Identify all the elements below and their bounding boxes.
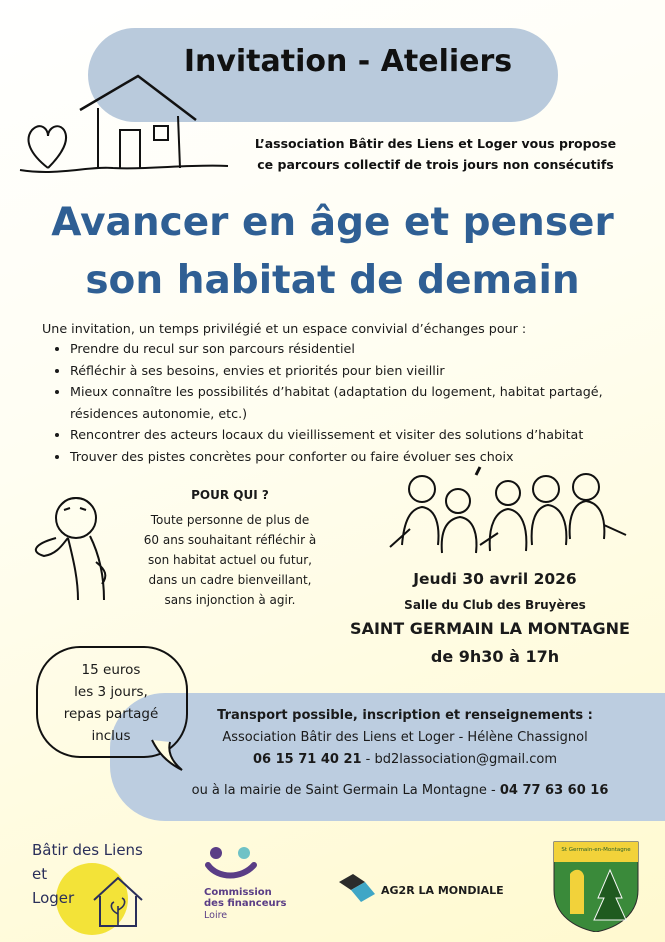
pour-qui-text [120,510,340,610]
commission-smile-icon [204,843,260,883]
commission-logo-text [204,887,287,909]
contact-line [170,752,640,767]
contact-separator: - [361,752,375,767]
contact-email[interactable]: bd2lassociation@gmail.com [374,752,557,767]
pour-qui-line: son habitat actuel ou futur, [148,553,312,567]
batir-logo-line: et [32,865,48,883]
contact-heading: Transport possible, inscription et renseignements : [217,708,593,723]
event-date: Jeudi 30 avril 2026 [413,570,577,588]
pour-qui-line: 60 ans souhaitant réfléchir à [143,533,317,547]
list-item: • Trouver des pistes concrètes pour conforter ou faire évoluer ses choix [70,446,665,468]
event-hours: de 9h30 à 17h [430,647,560,666]
mairie-text: ou à la mairie de Saint Germain La Montagne - [191,783,500,798]
list-item: • Mieux connaître les possibilités d’habitat (adaptation du logement, habitat partagé, résidences autonomie, etc.) [70,381,665,424]
pour-qui-line: sans injonction à agir. [164,593,296,607]
batir-logo-line: Bâtir des Liens [32,841,143,859]
batir-des-liens-logo [30,838,160,933]
price-line: 15 euros [81,662,141,678]
price-text [36,659,186,747]
list-item: • Rencontrer des acteurs locaux du vieillissement et visiter des solutions d’habitat [70,424,665,446]
commission-logo-line: Commission [204,887,272,898]
commission-logo-sub: Loire [204,910,228,921]
town-coat-of-arms [550,840,642,932]
coat-of-arms-text: St Germain-en-Montagne [561,847,631,853]
group-discussion-icon [380,465,635,560]
benefits-list [52,338,665,467]
event-venue: Salle du Club des Bruyères [404,598,586,612]
mairie-phone[interactable]: 04 77 63 60 16 [499,783,609,798]
pour-qui-line: dans un cadre bienveillant, [148,573,312,587]
ag2r-logo [335,868,515,908]
headline-line: son habitat de demain [85,258,580,303]
intro-line: ce parcours collectif de trois jours non consécutifs [257,157,614,172]
lead-text: Une invitation, un temps privilégié et un espace convivial d’échanges pour : [42,321,527,336]
commission-financeurs-logo [200,843,310,928]
ag2r-mark-icon [335,872,377,904]
thinking-person-icon [24,492,114,602]
headline [20,194,645,310]
commission-logo-line: des financeurs [204,898,287,909]
contact-phone[interactable]: 06 15 71 40 21 [252,752,362,767]
house-plant-icon [88,872,148,930]
page-title: Invitation - Ateliers [183,44,513,79]
intro-text [238,133,633,175]
list-item: • Réfléchir à ses besoins, envies et priorités pour bien vieillir [70,360,665,382]
ag2r-logo-text: AG2R LA MONDIALE [381,884,504,897]
headline-line: Avancer en âge et penser [51,200,614,245]
mairie-line [150,783,650,798]
price-line: inclus [91,728,131,744]
list-item: • Prendre du recul sur son parcours résidentiel [70,338,665,360]
coat-of-arms-icon [550,840,642,932]
contact-association: Association Bâtir des Liens et Loger - Hélène Chassignol [222,730,588,745]
pour-qui-line: Toute personne de plus de [150,513,310,527]
price-line: les 3 jours, [74,684,148,700]
house-heart-drawing-icon [18,68,233,183]
pour-qui-heading: POUR QUI ? [191,488,269,502]
intro-line: L’association Bâtir des Liens et Loger vous propose [254,136,617,151]
batir-logo-line: Loger [32,889,75,907]
event-town: SAINT GERMAIN LA MONTAGNE [350,619,630,638]
price-line: repas partagé [63,706,159,722]
